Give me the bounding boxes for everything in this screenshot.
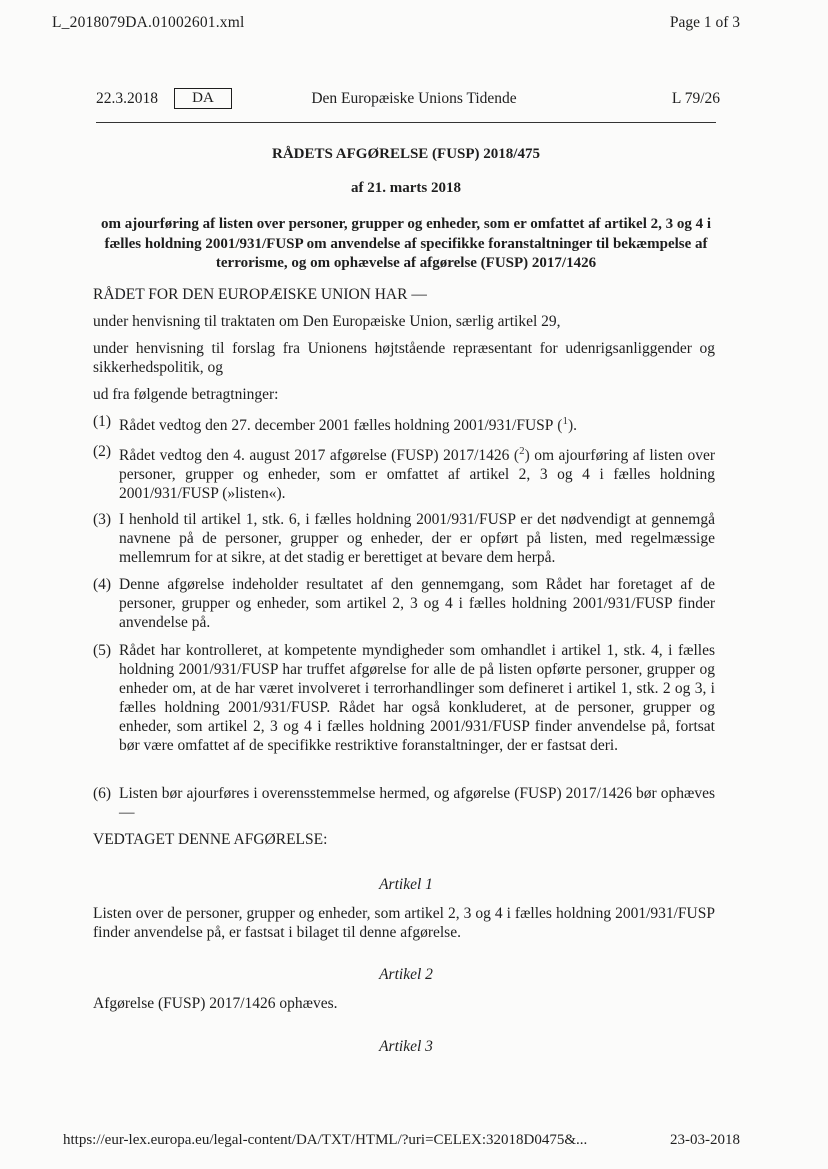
preamble-intro: RÅDET FOR DEN EUROPÆISKE UNION HAR — bbox=[93, 286, 427, 303]
recital-number: (5) bbox=[93, 642, 112, 659]
recital-text: Rådet vedtog den 4. august 2017 afgørelse (FUSP) 2017/1426 bbox=[119, 447, 510, 465]
recital-4 bbox=[93, 575, 715, 632]
source-url[interactable]: https://eur-lex.europa.eu/legal-content/DA/TXT/HTML/?uri=CELEX:32018D0475&... bbox=[63, 1132, 588, 1148]
recital-number: (4) bbox=[93, 576, 112, 593]
recital-number: (2) bbox=[93, 443, 112, 460]
recital-text-end: . bbox=[573, 417, 577, 435]
decision-subject: om ajourføring af listen over personer, grupper og enheder, som er omfattet af artikel 2, 3 og 4 i fælles holdning 2001/931/FUSP om anvendelse af specifikke foranstaltninger til bekæmpelse af terrorisme, og om ophævelse af afgørelse (FUSP) 2017/1426 bbox=[100, 216, 712, 271]
language-badge: DA bbox=[174, 88, 232, 109]
recital-number: (1) bbox=[93, 413, 112, 430]
decision-date: af 21. marts 2018 bbox=[351, 180, 461, 196]
recital-1 bbox=[93, 412, 715, 435]
recital-text: Denne afgørelse indeholder resultatet af den gennemgang, som Rådet har foretaget af de personer, grupper og enheder, som artikel 2, 3 og 4 i fælles holdning 2001/931/FUSP finder anvendelse på. bbox=[119, 576, 715, 631]
recital-text: Listen bør ajourføres i overensstemmelse hermed, og afgørelse (FUSP) 2017/1426 bør ophæves — bbox=[119, 785, 715, 821]
recital-number: (6) bbox=[93, 785, 112, 802]
recital-6 bbox=[93, 784, 715, 822]
footnote-link[interactable]: ($^2$) bbox=[509, 445, 530, 465]
file-name: L_2018079DA.01002601.xml bbox=[52, 14, 245, 31]
recital-text-end: om ajourføring af listen over personer, grupper og enheder, som er omfattet af artikel 2, 3 og 4 i fælles holdning 2001/931/FUSP (»listen«). bbox=[119, 447, 715, 503]
recital-5 bbox=[93, 641, 715, 755]
footnote-ref: 2 bbox=[519, 445, 525, 457]
journal-date: 22.3.2018 bbox=[96, 90, 158, 107]
journal-title: Den Europæiske Unions Tidende bbox=[311, 90, 517, 107]
recital-number: (3) bbox=[93, 511, 112, 528]
recital-3 bbox=[93, 510, 715, 567]
article-1-text: Listen over de personer, grupper og enheder, som artikel 2, 3 og 4 i fælles holdning 2001/931/FUSP finder anvendelse på, er fastsat i bilaget til denne afgørelse. bbox=[93, 905, 715, 941]
article-1-heading: Artikel 1 bbox=[379, 876, 433, 893]
print-date: 23-03-2018 bbox=[670, 1132, 740, 1148]
recital-text: I henhold til artikel 1, stk. 6, i fælles holdning 2001/931/FUSP er det nødvendigt at gennemgå navnene på de personer, grupper og enheder, der er opført på listen, med regelmæssige mellemrum for at sikre, at det stadig er berettiget at bevare dem herpå. bbox=[119, 511, 715, 566]
page-indicator: Page 1 of 3 bbox=[669, 14, 740, 31]
citation-treaty: under henvisning til traktaten om Den Europæiske Union, særlig artikel 29, bbox=[93, 313, 561, 330]
article-2-text: Afgørelse (FUSP) 2017/1426 ophæves. bbox=[93, 995, 338, 1012]
header-divider bbox=[96, 122, 716, 123]
article-3-heading: Artikel 3 bbox=[379, 1038, 433, 1055]
whereas-intro: ud fra følgende betragtninger: bbox=[93, 386, 279, 403]
recital-text: Rådet har kontrolleret, at kompetente myndigheder som omhandlet i artikel 1, stk. 4, i fælles holdning 2001/931/FUSP har truffet afgørelse for alle de på listen opførte personer, grupper og enheder om, at de har været involveret i terrorhandlinger som defineret i artikel 1, stk. 2 og 3, i fælles holdning 2001/931/FUSP. Rådet har også konkluderet, at de personer, grupper og enheder, som artikel 2, 3 og 4 i fælles holdning 2001/931/FUSP finder anvendelse på, fortsat bør være omfattet af de specifikke restriktive foranstaltninger, der er fastsat deri. bbox=[119, 642, 715, 754]
decision-title: RÅDETS AFGØRELSE (FUSP) 2018/475 bbox=[272, 146, 540, 162]
footnote-ref: 1 bbox=[562, 415, 568, 427]
recital-2 bbox=[93, 442, 715, 503]
article-2-heading: Artikel 2 bbox=[379, 966, 433, 983]
citation-proposal: under henvisning til forslag fra Unionens højtstående repræsentant for udenrigsanliggender og sikkerhedspolitik, og bbox=[93, 340, 715, 376]
journal-reference: L 79/26 bbox=[671, 90, 720, 107]
recital-text: Rådet vedtog den 27. december 2001 fælles holdning 2001/931/FUSP bbox=[119, 417, 554, 435]
adoption-line: VEDTAGET DENNE AFGØRELSE: bbox=[93, 831, 328, 848]
footnote-link[interactable]: ($^1$) bbox=[553, 415, 574, 435]
